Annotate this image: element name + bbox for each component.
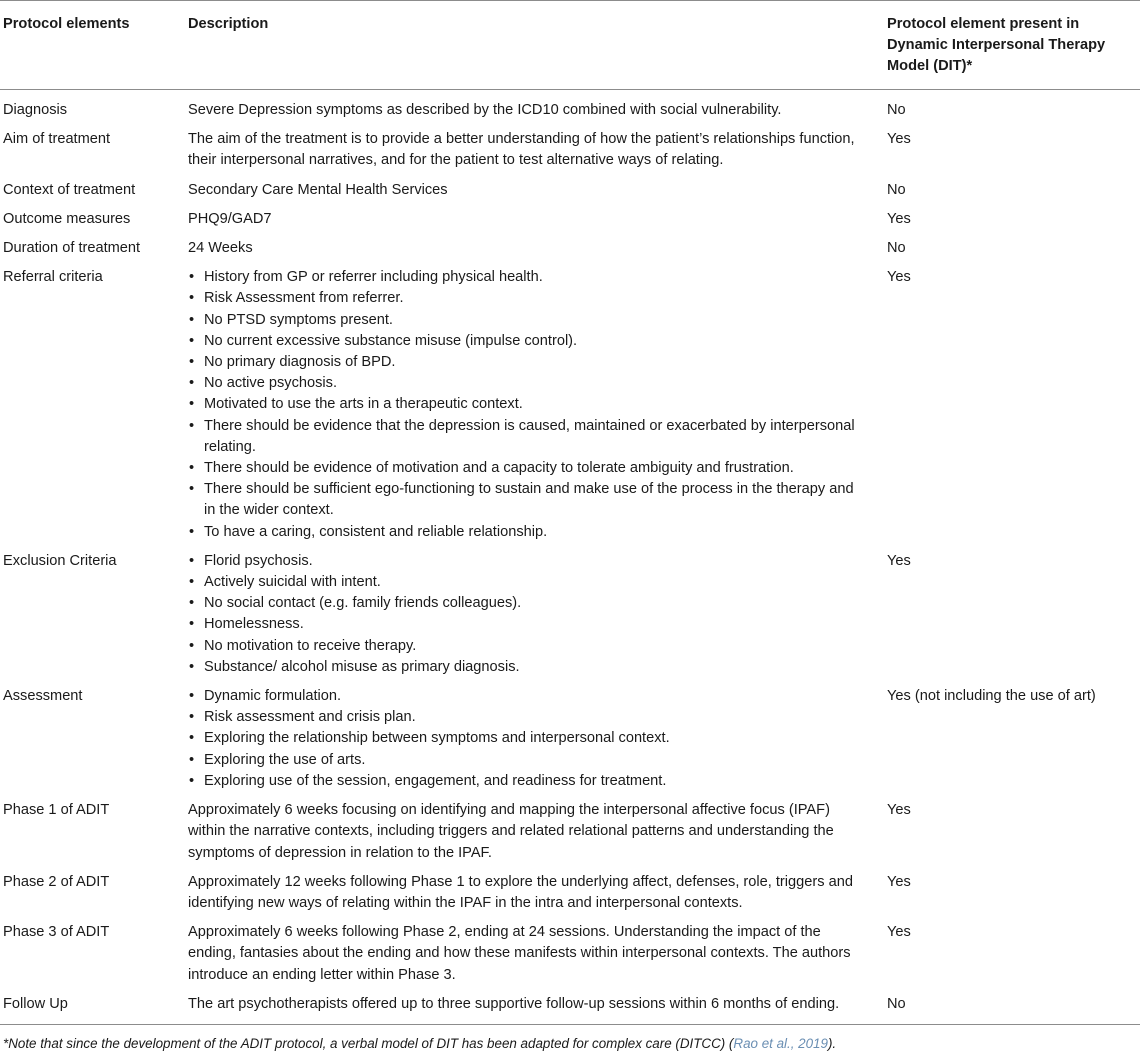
table-row [0,180,1140,209]
cell-description: Severe Depression symptoms as described by the ICD10 combined with social vulnerability. [188,102,782,118]
table-body [0,90,1140,1025]
table-row [0,686,1140,800]
header-dit-present: Protocol element present in Dynamic Interpersonal Therapy Model (DIT)* [885,1,1140,90]
cell-protocol-element: Diagnosis [3,102,68,118]
list-item: • Substance/ alcohol misuse as primary diagnosis. [188,657,865,678]
cell-dit-present: Yes [887,802,911,819]
list-item: • There should be evidence that the depression is caused, maintained or exacerbated by interpersonal relating. [188,416,865,458]
cell-dit-present: Yes [887,924,911,941]
cell-dit-present: No [887,102,906,118]
table-row [0,209,1140,238]
list-item: • No current excessive substance misuse (impulse control). [188,331,865,352]
table-row [0,800,1140,872]
table-row [0,922,1140,994]
cell-protocol-element: Phase 2 of ADIT [3,873,110,890]
list-item: • No PTSD symptoms present. [188,310,865,331]
list-item: • History from GP or referrer including physical health. [188,267,865,288]
cell-description-list [182,551,885,686]
header-description: Description [182,1,885,90]
bullet-list [188,686,865,792]
table-row [0,129,1140,179]
cell-description: PHQ9/GAD7 [188,210,272,227]
cell-dit-present: No [885,994,1140,1025]
list-item: • To have a caring, consistent and reliable relationship. [188,522,865,543]
bullet-list [188,551,865,678]
cell-dit-present: Yes (not including the use of art) [887,688,1096,705]
cell-description: Approximately 12 weeks following Phase 1 to explore the underlying affect, defenses, role, triggers and identifying new ways of relating within the IPAF in the intra and interpersonal contexts. [188,873,853,911]
list-item: • No primary diagnosis of BPD. [188,352,865,373]
list-item: • Actively suicidal with intent. [188,572,865,593]
list-item: • Homelessness. [188,614,865,635]
table-row [0,551,1140,686]
cell-dit-present: Yes [887,873,911,890]
cell-description: 24 Weeks [188,240,253,257]
footnote-text: *Note that since the development of the ADIT protocol, a verbal model of DIT has been adapted for complex care (DITCC) ( [3,1035,734,1051]
cell-description: Approximately 6 weeks focusing on identifying and mapping the interpersonal affective focus (IPAF) within the narrative contexts, including triggers and related relational patterns and understanding the symptoms of depression in relation to the IPAF. [188,802,834,861]
list-item: • Florid psychosis. [188,551,865,572]
cell-description-list [182,267,885,551]
bullet-list [188,267,865,543]
cell-protocol-element: Duration of treatment [3,240,141,257]
cell-protocol-element: Referral criteria [3,269,103,286]
cell-protocol-element: Outcome measures [3,210,131,227]
cell-description: Approximately 6 weeks following Phase 2, ending at 24 sessions. Understanding the impact of the ending, fantasies about the ending and how these manifests within interpersonal contexts. The authors introduce an ending letter within Phase 3. [188,924,851,983]
list-item: • Risk assessment and crisis plan. [188,707,865,728]
list-item: • There should be evidence of motivation and a capacity to tolerate ambiguity and frustration. [188,458,865,479]
list-item: • There should be sufficient ego-functioning to sustain and make use of the process in the therapy and in the wider context. [188,479,865,521]
cell-description: The aim of the treatment is to provide a better understanding of how the patient’s relationships function, their interpersonal narratives, and for the patient to test alternative ways of relating. [188,131,855,169]
table-footnote [0,1025,1143,1053]
list-item: • Exploring the use of arts. [188,750,865,771]
cell-protocol-element: Aim of treatment [3,131,111,148]
footnote-close: ). [827,1035,837,1051]
table-row [0,238,1140,267]
list-item: • Risk Assessment from referrer. [188,288,865,309]
cell-protocol-element: Assessment [3,688,83,705]
list-item: • Exploring use of the session, engagement, and readiness for treatment. [188,771,865,792]
table-row [0,994,1140,1025]
footnote-reference-link[interactable]: Rao et al., 2019 [733,1035,828,1051]
list-item: • No social contact (e.g. family friends colleagues). [188,593,865,614]
cell-protocol-element: Follow Up [0,994,182,1025]
cell-dit-present: Yes [887,552,911,569]
cell-protocol-element: Phase 1 of ADIT [3,802,110,819]
list-item: • Exploring the relationship between symptoms and interpersonal context. [188,728,865,749]
table-header-row [0,1,1140,90]
header-protocol-elements: Protocol elements [0,1,182,90]
cell-description: Secondary Care Mental Health Services [188,181,448,198]
list-item: • Motivated to use the arts in a therapeutic context. [188,394,865,415]
cell-protocol-element: Exclusion Criteria [3,552,117,569]
table-row [0,872,1140,922]
list-item: • No active psychosis. [188,373,865,394]
cell-description-list [182,686,885,800]
list-item: • No motivation to receive therapy. [188,636,865,657]
cell-dit-present: Yes [887,131,911,148]
cell-dit-present: Yes [887,210,911,227]
list-item: • Dynamic formulation. [188,686,865,707]
cell-protocol-element: Context of treatment [3,181,136,198]
cell-dit-present: No [887,181,906,198]
cell-dit-present: No [887,240,906,257]
table-row [0,267,1140,551]
cell-dit-present: Yes [887,269,911,286]
table-row [0,90,1140,130]
cell-description: The art psychotherapists offered up to three supportive follow-up sessions within 6 months of ending. [182,994,885,1025]
cell-protocol-element: Phase 3 of ADIT [3,924,110,941]
